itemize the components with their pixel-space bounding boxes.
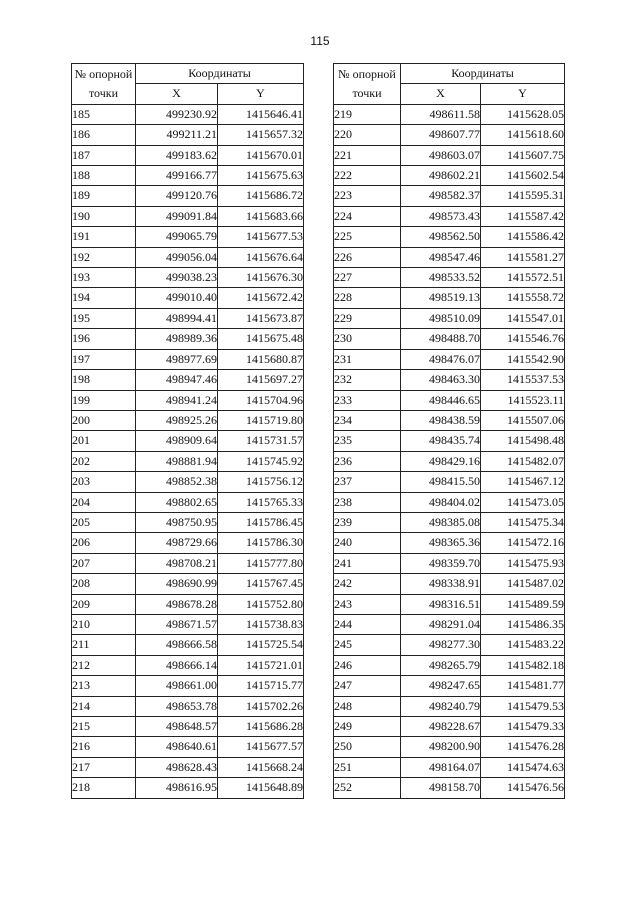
x-coordinate-cell: 498653.78 xyxy=(136,696,218,716)
x-coordinate-cell: 498708.21 xyxy=(136,553,218,573)
y-coordinate-cell: 1415675.63 xyxy=(218,166,304,186)
x-coordinate-cell: 498640.61 xyxy=(136,737,218,757)
y-coordinate-cell: 1415715.77 xyxy=(218,676,304,696)
point-number-cell: 190 xyxy=(72,206,136,226)
point-number-cell: 218 xyxy=(72,778,136,798)
x-coordinate-cell: 498228.67 xyxy=(401,717,481,737)
table-row xyxy=(334,472,565,492)
x-coordinate-cell: 499166.77 xyxy=(136,166,218,186)
x-coordinate-cell: 498240.79 xyxy=(401,696,481,716)
point-number-cell: 236 xyxy=(334,451,401,471)
point-number-cell: 225 xyxy=(334,227,401,247)
point-number-cell: 238 xyxy=(334,492,401,512)
y-coordinate-cell: 1415479.53 xyxy=(481,696,565,716)
table-row xyxy=(72,512,304,532)
page-number: 115 xyxy=(310,34,330,48)
y-coordinate-cell: 1415474.63 xyxy=(481,757,565,777)
y-coordinate-cell: 1415546.76 xyxy=(481,329,565,349)
table-row xyxy=(334,104,565,124)
table-row xyxy=(334,268,565,288)
table-row xyxy=(72,717,304,737)
x-coordinate-cell: 499065.79 xyxy=(136,227,218,247)
y-coordinate-cell: 1415473.05 xyxy=(481,492,565,512)
point-number-cell: 230 xyxy=(334,329,401,349)
point-number-cell: 217 xyxy=(72,757,136,777)
table-row xyxy=(334,553,565,573)
y-coordinate-cell: 1415756.12 xyxy=(218,472,304,492)
table-row xyxy=(334,186,565,206)
x-coordinate-cell: 498562.50 xyxy=(401,227,481,247)
x-coordinate-cell: 498446.65 xyxy=(401,390,481,410)
table-row xyxy=(72,288,304,308)
point-number-cell: 214 xyxy=(72,696,136,716)
y-coordinate-cell: 1415489.59 xyxy=(481,594,565,614)
x-coordinate-cell: 498852.38 xyxy=(136,472,218,492)
point-number-cell: 203 xyxy=(72,472,136,492)
table-row xyxy=(72,329,304,349)
point-number-cell: 216 xyxy=(72,737,136,757)
x-coordinate-cell: 498316.51 xyxy=(401,594,481,614)
table-row xyxy=(334,390,565,410)
point-number-cell: 213 xyxy=(72,676,136,696)
table-row xyxy=(334,370,565,390)
y-coordinate-cell: 1415487.02 xyxy=(481,574,565,594)
x-coordinate-cell: 498941.24 xyxy=(136,390,218,410)
point-number-cell: 215 xyxy=(72,717,136,737)
y-coordinate-cell: 1415498.48 xyxy=(481,431,565,451)
x-coordinate-cell: 498977.69 xyxy=(136,349,218,369)
y-coordinate-cell: 1415677.57 xyxy=(218,737,304,757)
table-row xyxy=(334,206,565,226)
y-coordinate-cell: 1415523.11 xyxy=(481,390,565,410)
y-coordinate-cell: 1415786.45 xyxy=(218,512,304,532)
table-row xyxy=(72,635,304,655)
y-coordinate-cell: 1415686.72 xyxy=(218,186,304,206)
x-coordinate-cell: 498994.41 xyxy=(136,308,218,328)
point-number-cell: 237 xyxy=(334,472,401,492)
y-coordinate-cell: 1415677.53 xyxy=(218,227,304,247)
x-coordinate-cell: 498338.91 xyxy=(401,574,481,594)
point-number-cell: 202 xyxy=(72,451,136,471)
table-row xyxy=(334,329,565,349)
point-number-cell: 206 xyxy=(72,533,136,553)
table-row xyxy=(72,370,304,390)
table-row xyxy=(334,696,565,716)
point-number-cell: 193 xyxy=(72,268,136,288)
table-row xyxy=(72,451,304,471)
table-row xyxy=(72,655,304,675)
table-row xyxy=(334,737,565,757)
table-row xyxy=(72,247,304,267)
table-row xyxy=(334,635,565,655)
y-coordinate-cell: 1415731.57 xyxy=(218,431,304,451)
table-row xyxy=(72,696,304,716)
table-row xyxy=(334,410,565,430)
x-coordinate-cell: 499120.76 xyxy=(136,186,218,206)
point-number-cell: 186 xyxy=(72,125,136,145)
table-row xyxy=(72,308,304,328)
table-row xyxy=(72,737,304,757)
point-number-cell: 198 xyxy=(72,370,136,390)
x-coordinate-cell: 498359.70 xyxy=(401,553,481,573)
point-number-cell: 240 xyxy=(334,533,401,553)
point-number-cell: 207 xyxy=(72,553,136,573)
y-coordinate-cell: 1415646.41 xyxy=(218,104,304,124)
x-coordinate-cell: 498488.70 xyxy=(401,329,481,349)
y-coordinate-cell: 1415704.96 xyxy=(218,390,304,410)
x-coordinate-cell: 498463.30 xyxy=(401,370,481,390)
y-coordinate-cell: 1415572.51 xyxy=(481,268,565,288)
y-coordinate-cell: 1415475.34 xyxy=(481,512,565,532)
point-number-cell: 209 xyxy=(72,594,136,614)
point-number-cell: 243 xyxy=(334,594,401,614)
y-coordinate-cell: 1415725.54 xyxy=(218,635,304,655)
y-coordinate-cell: 1415628.05 xyxy=(481,104,565,124)
table-row xyxy=(72,125,304,145)
coordinates-header: Координаты xyxy=(136,64,304,84)
table-row xyxy=(334,533,565,553)
table-row xyxy=(72,492,304,512)
table-row xyxy=(334,125,565,145)
table-row xyxy=(72,533,304,553)
point-number-cell: 185 xyxy=(72,104,136,124)
x-coordinate-cell: 498881.94 xyxy=(136,451,218,471)
point-number-cell: 195 xyxy=(72,308,136,328)
x-coordinate-cell: 498925.26 xyxy=(136,410,218,430)
x-coordinate-cell: 498158.70 xyxy=(401,778,481,798)
y-column-header: Y xyxy=(481,84,565,104)
point-number-cell: 234 xyxy=(334,410,401,430)
table-row xyxy=(72,594,304,614)
point-number-cell: 227 xyxy=(334,268,401,288)
y-coordinate-cell: 1415476.56 xyxy=(481,778,565,798)
point-number-cell: 226 xyxy=(334,247,401,267)
point-number-cell: 239 xyxy=(334,512,401,532)
table-body xyxy=(72,104,304,798)
y-coordinate-cell: 1415486.35 xyxy=(481,614,565,634)
table-row xyxy=(334,166,565,186)
point-number-cell: 211 xyxy=(72,635,136,655)
x-coordinate-cell: 498164.07 xyxy=(401,757,481,777)
x-coordinate-cell: 498607.77 xyxy=(401,125,481,145)
x-coordinate-cell: 498603.07 xyxy=(401,145,481,165)
x-coordinate-cell: 498291.04 xyxy=(401,614,481,634)
x-coordinate-cell: 498648.57 xyxy=(136,717,218,737)
point-number-cell: 232 xyxy=(334,370,401,390)
y-coordinate-cell: 1415676.30 xyxy=(218,268,304,288)
point-number-cell: 235 xyxy=(334,431,401,451)
x-coordinate-cell: 498666.14 xyxy=(136,655,218,675)
table-row xyxy=(72,472,304,492)
x-coordinate-cell: 498385.08 xyxy=(401,512,481,532)
table-row xyxy=(334,717,565,737)
table-row xyxy=(72,390,304,410)
x-coordinate-cell: 498678.28 xyxy=(136,594,218,614)
table-row xyxy=(72,166,304,186)
coordinates-header: Координаты xyxy=(401,64,565,84)
y-coordinate-cell: 1415680.87 xyxy=(218,349,304,369)
x-coordinate-cell: 498671.57 xyxy=(136,614,218,634)
point-number-cell: 249 xyxy=(334,717,401,737)
y-coordinate-cell: 1415686.28 xyxy=(218,717,304,737)
table-row xyxy=(334,492,565,512)
table-row xyxy=(334,778,565,798)
point-number-cell: 224 xyxy=(334,206,401,226)
y-coordinate-cell: 1415657.32 xyxy=(218,125,304,145)
y-coordinate-cell: 1415777.80 xyxy=(218,553,304,573)
point-number-cell: 208 xyxy=(72,574,136,594)
x-coordinate-cell: 498616.95 xyxy=(136,778,218,798)
y-coordinate-cell: 1415786.30 xyxy=(218,533,304,553)
x-coordinate-cell: 498690.99 xyxy=(136,574,218,594)
point-number-cell: 221 xyxy=(334,145,401,165)
point-number-cell: 188 xyxy=(72,166,136,186)
y-coordinate-cell: 1415721.01 xyxy=(218,655,304,675)
table-row xyxy=(334,247,565,267)
table-row xyxy=(72,349,304,369)
point-number-cell: 200 xyxy=(72,410,136,430)
point-number-cell: 233 xyxy=(334,390,401,410)
point-number-cell: 220 xyxy=(334,125,401,145)
table-row xyxy=(334,512,565,532)
point-number-cell: 191 xyxy=(72,227,136,247)
x-coordinate-cell: 498247.65 xyxy=(401,676,481,696)
y-coordinate-cell: 1415648.89 xyxy=(218,778,304,798)
y-coordinate-cell: 1415618.60 xyxy=(481,125,565,145)
x-coordinate-cell: 498547.46 xyxy=(401,247,481,267)
y-coordinate-cell: 1415558.72 xyxy=(481,288,565,308)
x-coordinate-cell: 498628.43 xyxy=(136,757,218,777)
y-coordinate-cell: 1415483.22 xyxy=(481,635,565,655)
x-coordinate-cell: 498519.13 xyxy=(401,288,481,308)
point-number-cell: 192 xyxy=(72,247,136,267)
x-coordinate-cell: 498947.46 xyxy=(136,370,218,390)
y-coordinate-cell: 1415719.80 xyxy=(218,410,304,430)
x-coordinate-cell: 498582.37 xyxy=(401,186,481,206)
y-coordinate-cell: 1415581.27 xyxy=(481,247,565,267)
x-coordinate-cell: 498415.50 xyxy=(401,472,481,492)
x-coordinate-cell: 499211.21 xyxy=(136,125,218,145)
y-coordinate-cell: 1415475.93 xyxy=(481,553,565,573)
y-coordinate-cell: 1415738.83 xyxy=(218,614,304,634)
table-row xyxy=(334,594,565,614)
y-coordinate-cell: 1415472.16 xyxy=(481,533,565,553)
y-coordinate-cell: 1415602.54 xyxy=(481,166,565,186)
point-number-header: № опорной точки xyxy=(72,64,136,105)
table-row xyxy=(72,574,304,594)
table-row xyxy=(334,655,565,675)
y-coordinate-cell: 1415767.45 xyxy=(218,574,304,594)
table-body xyxy=(334,104,565,798)
point-number-cell: 212 xyxy=(72,655,136,675)
point-number-cell: 194 xyxy=(72,288,136,308)
x-coordinate-cell: 499183.62 xyxy=(136,145,218,165)
y-coordinate-cell: 1415675.48 xyxy=(218,329,304,349)
y-coordinate-cell: 1415476.28 xyxy=(481,737,565,757)
x-coordinate-cell: 498602.21 xyxy=(401,166,481,186)
point-number-cell: 197 xyxy=(72,349,136,369)
point-number-cell: 251 xyxy=(334,757,401,777)
point-number-cell: 219 xyxy=(334,104,401,124)
point-number-cell: 201 xyxy=(72,431,136,451)
x-column-header: X xyxy=(401,84,481,104)
point-number-cell: 210 xyxy=(72,614,136,634)
x-coordinate-cell: 499056.04 xyxy=(136,247,218,267)
table-row xyxy=(334,676,565,696)
table-row xyxy=(334,614,565,634)
table-row xyxy=(72,676,304,696)
x-coordinate-cell: 499038.23 xyxy=(136,268,218,288)
y-coordinate-cell: 1415481.77 xyxy=(481,676,565,696)
y-coordinate-cell: 1415668.24 xyxy=(218,757,304,777)
y-coordinate-cell: 1415676.64 xyxy=(218,247,304,267)
x-coordinate-cell: 499010.40 xyxy=(136,288,218,308)
x-column-header: X xyxy=(136,84,218,104)
x-coordinate-cell: 498429.16 xyxy=(401,451,481,471)
y-coordinate-cell: 1415507.06 xyxy=(481,410,565,430)
y-coordinate-cell: 1415697.27 xyxy=(218,370,304,390)
point-number-header: № опорной точки xyxy=(334,64,401,105)
y-coordinate-cell: 1415479.33 xyxy=(481,717,565,737)
x-coordinate-cell: 498661.00 xyxy=(136,676,218,696)
point-number-cell: 246 xyxy=(334,655,401,675)
x-coordinate-cell: 498729.66 xyxy=(136,533,218,553)
table-row xyxy=(72,104,304,124)
point-number-cell: 244 xyxy=(334,614,401,634)
x-coordinate-cell: 498909.64 xyxy=(136,431,218,451)
x-coordinate-cell: 498510.09 xyxy=(401,308,481,328)
y-coordinate-cell: 1415482.07 xyxy=(481,451,565,471)
point-number-cell: 222 xyxy=(334,166,401,186)
table-row xyxy=(334,308,565,328)
table-row xyxy=(72,757,304,777)
table-row xyxy=(334,574,565,594)
x-coordinate-cell: 498438.59 xyxy=(401,410,481,430)
point-number-cell: 247 xyxy=(334,676,401,696)
table-row xyxy=(72,227,304,247)
table-row xyxy=(72,206,304,226)
x-coordinate-cell: 499091.84 xyxy=(136,206,218,226)
point-number-cell: 231 xyxy=(334,349,401,369)
table-row xyxy=(72,778,304,798)
y-coordinate-cell: 1415672.42 xyxy=(218,288,304,308)
y-coordinate-cell: 1415547.01 xyxy=(481,308,565,328)
table-row xyxy=(72,553,304,573)
x-coordinate-cell: 498200.90 xyxy=(401,737,481,757)
table-row xyxy=(334,145,565,165)
point-number-cell: 250 xyxy=(334,737,401,757)
point-number-cell: 242 xyxy=(334,574,401,594)
point-number-cell: 241 xyxy=(334,553,401,573)
x-coordinate-cell: 498666.58 xyxy=(136,635,218,655)
x-coordinate-cell: 498476.07 xyxy=(401,349,481,369)
y-coordinate-cell: 1415745.92 xyxy=(218,451,304,471)
y-coordinate-cell: 1415673.87 xyxy=(218,308,304,328)
table-row xyxy=(72,410,304,430)
point-number-cell: 245 xyxy=(334,635,401,655)
point-number-cell: 187 xyxy=(72,145,136,165)
table-row xyxy=(334,757,565,777)
point-number-cell: 229 xyxy=(334,308,401,328)
point-number-cell: 248 xyxy=(334,696,401,716)
x-coordinate-cell: 498533.52 xyxy=(401,268,481,288)
y-coordinate-cell: 1415542.90 xyxy=(481,349,565,369)
point-number-cell: 189 xyxy=(72,186,136,206)
y-coordinate-cell: 1415702.26 xyxy=(218,696,304,716)
point-number-cell: 205 xyxy=(72,512,136,532)
y-column-header: Y xyxy=(218,84,304,104)
x-coordinate-cell: 498802.65 xyxy=(136,492,218,512)
y-coordinate-cell: 1415670.01 xyxy=(218,145,304,165)
x-coordinate-cell: 498435.74 xyxy=(401,431,481,451)
point-number-cell: 199 xyxy=(72,390,136,410)
x-coordinate-cell: 499230.92 xyxy=(136,104,218,124)
x-coordinate-cell: 498404.02 xyxy=(401,492,481,512)
table-row xyxy=(72,186,304,206)
x-coordinate-cell: 498611.58 xyxy=(401,104,481,124)
table-row xyxy=(72,614,304,634)
x-coordinate-cell: 498365.36 xyxy=(401,533,481,553)
y-coordinate-cell: 1415752.80 xyxy=(218,594,304,614)
table-row xyxy=(334,431,565,451)
point-number-cell: 204 xyxy=(72,492,136,512)
table-row xyxy=(334,288,565,308)
y-coordinate-cell: 1415586.42 xyxy=(481,227,565,247)
y-coordinate-cell: 1415607.75 xyxy=(481,145,565,165)
y-coordinate-cell: 1415683.66 xyxy=(218,206,304,226)
table-row xyxy=(72,431,304,451)
y-coordinate-cell: 1415467.12 xyxy=(481,472,565,492)
table-row xyxy=(334,451,565,471)
y-coordinate-cell: 1415482.18 xyxy=(481,655,565,675)
point-number-cell: 252 xyxy=(334,778,401,798)
table-row xyxy=(72,268,304,288)
x-coordinate-cell: 498573.43 xyxy=(401,206,481,226)
table-row xyxy=(334,227,565,247)
point-number-cell: 228 xyxy=(334,288,401,308)
coordinates-table-right xyxy=(333,63,565,799)
table-row xyxy=(334,349,565,369)
x-coordinate-cell: 498989.36 xyxy=(136,329,218,349)
y-coordinate-cell: 1415765.33 xyxy=(218,492,304,512)
table-row xyxy=(72,145,304,165)
y-coordinate-cell: 1415595.31 xyxy=(481,186,565,206)
point-number-cell: 223 xyxy=(334,186,401,206)
coordinates-table-left xyxy=(71,63,304,799)
point-number-cell: 196 xyxy=(72,329,136,349)
y-coordinate-cell: 1415587.42 xyxy=(481,206,565,226)
x-coordinate-cell: 498750.95 xyxy=(136,512,218,532)
y-coordinate-cell: 1415537.53 xyxy=(481,370,565,390)
x-coordinate-cell: 498265.79 xyxy=(401,655,481,675)
x-coordinate-cell: 498277.30 xyxy=(401,635,481,655)
